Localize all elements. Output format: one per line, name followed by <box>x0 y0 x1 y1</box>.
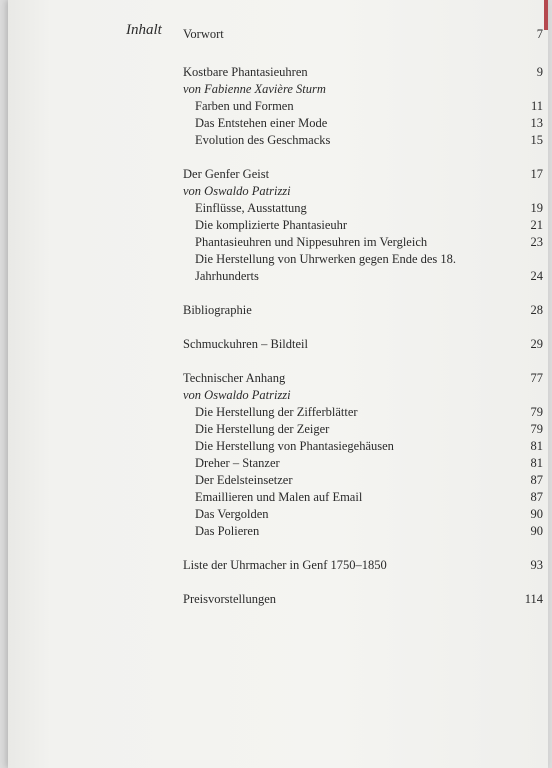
toc-entry: Schmuckuhren – Bildteil 29 <box>183 337 543 351</box>
toc-entry: Der Genfer Geist 17 <box>183 167 543 181</box>
toc-heading: Inhalt <box>126 22 162 38</box>
toc-subentry: Farben und Formen 11 <box>195 99 543 113</box>
toc-author: von Oswaldo Patrizzi <box>183 388 291 402</box>
toc-subentry: Das Polieren 90 <box>195 524 543 538</box>
book-page <box>8 0 548 768</box>
toc-author: von Oswaldo Patrizzi <box>183 184 291 198</box>
toc-subentry: Die komplizierte Phantasieuhr 21 <box>195 218 543 232</box>
toc-subentry: Emaillieren und Malen auf Email 87 <box>195 490 543 504</box>
toc-subentry: Evolution des Geschmacks 15 <box>195 133 543 147</box>
toc-entry: Preisvorstellungen 114 <box>183 592 543 606</box>
toc-entry: Kostbare Phantasieuhren 9 <box>183 65 543 79</box>
toc-subentry: Der Edelsteinsetzer 87 <box>195 473 543 487</box>
toc-subentry: Einflüsse, Ausstattung 19 <box>195 201 543 215</box>
toc-subentry: Phantasieuhren und Nippesuhren im Vergleich 23 <box>195 235 543 249</box>
toc-subentry: Das Entstehen einer Mode 13 <box>195 116 543 130</box>
toc-subentry: Die Herstellung von Uhrwerken gegen Ende des 18. Jahrhunderts 24 <box>195 252 543 283</box>
toc-subentry: Dreher – Stanzer 81 <box>195 456 543 470</box>
toc-entry: Bibliographie 28 <box>183 303 543 317</box>
toc-subentry: Die Herstellung der Zeiger 79 <box>195 422 543 436</box>
toc-subentry: Die Herstellung der Zifferblätter 79 <box>195 405 543 419</box>
toc-subentry: Die Herstellung von Phantasiegehäusen 81 <box>195 439 543 453</box>
toc-author: von Fabienne Xavière Sturm <box>183 82 326 96</box>
table-of-contents <box>183 26 543 608</box>
toc-entry: Technischer Anhang 77 <box>183 371 543 385</box>
toc-entry: Liste der Uhrmacher in Genf 1750–1850 93 <box>183 558 543 572</box>
toc-subentry: Das Vergolden 90 <box>195 507 543 521</box>
page-edge-marker <box>544 0 548 30</box>
toc-entry: Vorwort 7 <box>183 27 543 41</box>
